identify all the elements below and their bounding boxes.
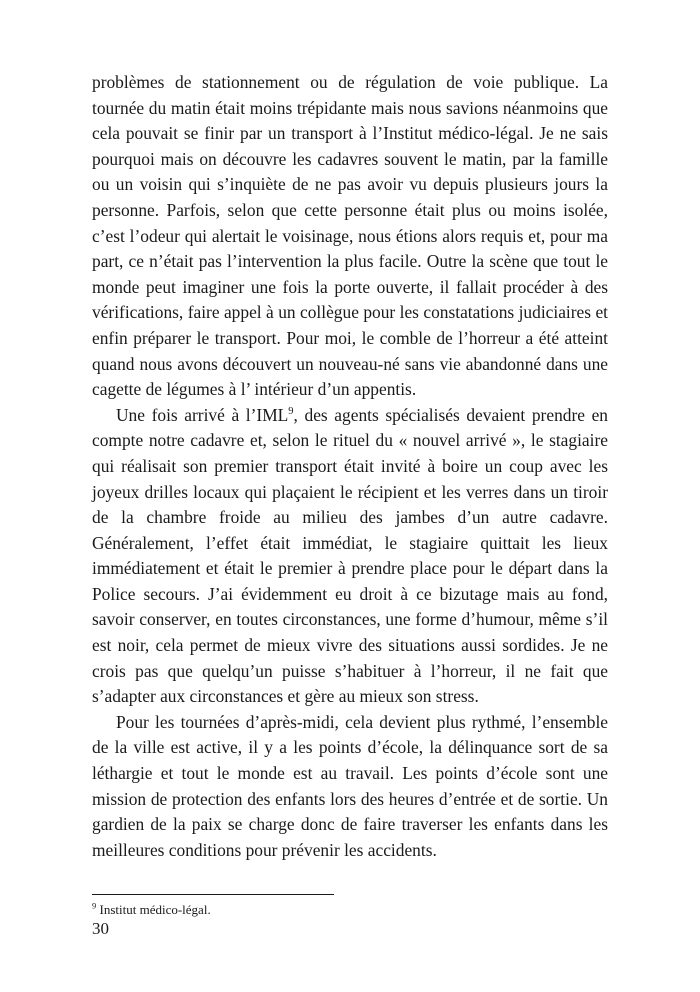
footnote-number: 9 <box>92 900 97 911</box>
page-body <box>92 70 608 863</box>
paragraph-1: problèmes de stationnement ou de régulation de voie publique. La tournée du matin était moins trépidante mais nous savions néanmoins que cela pouvait se finir par un transport à l’Institut médico-légal. Je ne sais pourquoi mais on découvre les cadavres souvent le matin, par la famille ou un voisin qui s’inquiète de ne pas avoir vu depuis plusieurs jours la personne. Parfois, selon que cette personne était plus ou moins isolée, c’est l’odeur qui alertait le voisinage, nous étions alors requis et, pour ma part, ce n’était pas l’intervention la plus facile. Outre la scène que tout le monde peut imaginer une fois la porte ouverte, il fallait procéder à des vérifications, faire appel à un collègue pour les constatations judiciaires et enfin préparer le transport. Pour moi, le comble de l’horreur a été atteint quand nous avons découvert un nouveau-né sans vie abandonné dans une cagette de légumes à l’ intérieur d’un appentis. <box>92 72 608 400</box>
page-number: 30 <box>92 919 109 938</box>
paragraph-2-start: Une fois arrivé à l’IML <box>116 404 289 425</box>
paragraph-3: Pour les tournées d’après-midi, cela devient plus rythmé, l’ensemble de la ville est active, il y a les points d’école, la délinquance sort de sa léthargie et tout le monde est au travail. Les points d’école sont une mission de protection des enfants lors des heures d’entrée et de sortie. Un gardien de la paix se charge donc de faire traverser les enfants dans les meilleures conditions pour prévenir les accidents. <box>92 711 608 860</box>
footnote-text: Institut médico-légal. <box>96 902 211 917</box>
footnote-divider <box>92 894 334 895</box>
footnote <box>92 902 211 918</box>
paragraph-2 <box>92 403 608 710</box>
footnote-reference[interactable]: 9 <box>288 405 294 417</box>
paragraph-2-rest: , des agents spécialisés devaient prendre en compte notre cadavre et, selon le rituel du « nouvel arrivé », le stagiaire qui réalisait son premier transport était invité à boire un coup avec les joyeux drilles locaux qui plaçaient le récipient et les verres dans un tiroir de la chambre froide au milieu des jambes d’un autre cadavre. Généralement, l’effet était immédiat, le stagiaire quittait les lieux immédiatement et était le premier à prendre place pour le départ dans la Police secours. J’ai évidemment eu droit à ce bizutage mais au fond, savoir conserver, en toutes circonstances, une forme d’humour, même s’il est noir, cela permet de mieux vivre des situations aussi sordides. Je ne crois pas que quelqu’un puisse s’habituer à l’horreur, il ne fait que s’adapter aux circonstances et gère au mieux son stress. <box>92 404 608 707</box>
